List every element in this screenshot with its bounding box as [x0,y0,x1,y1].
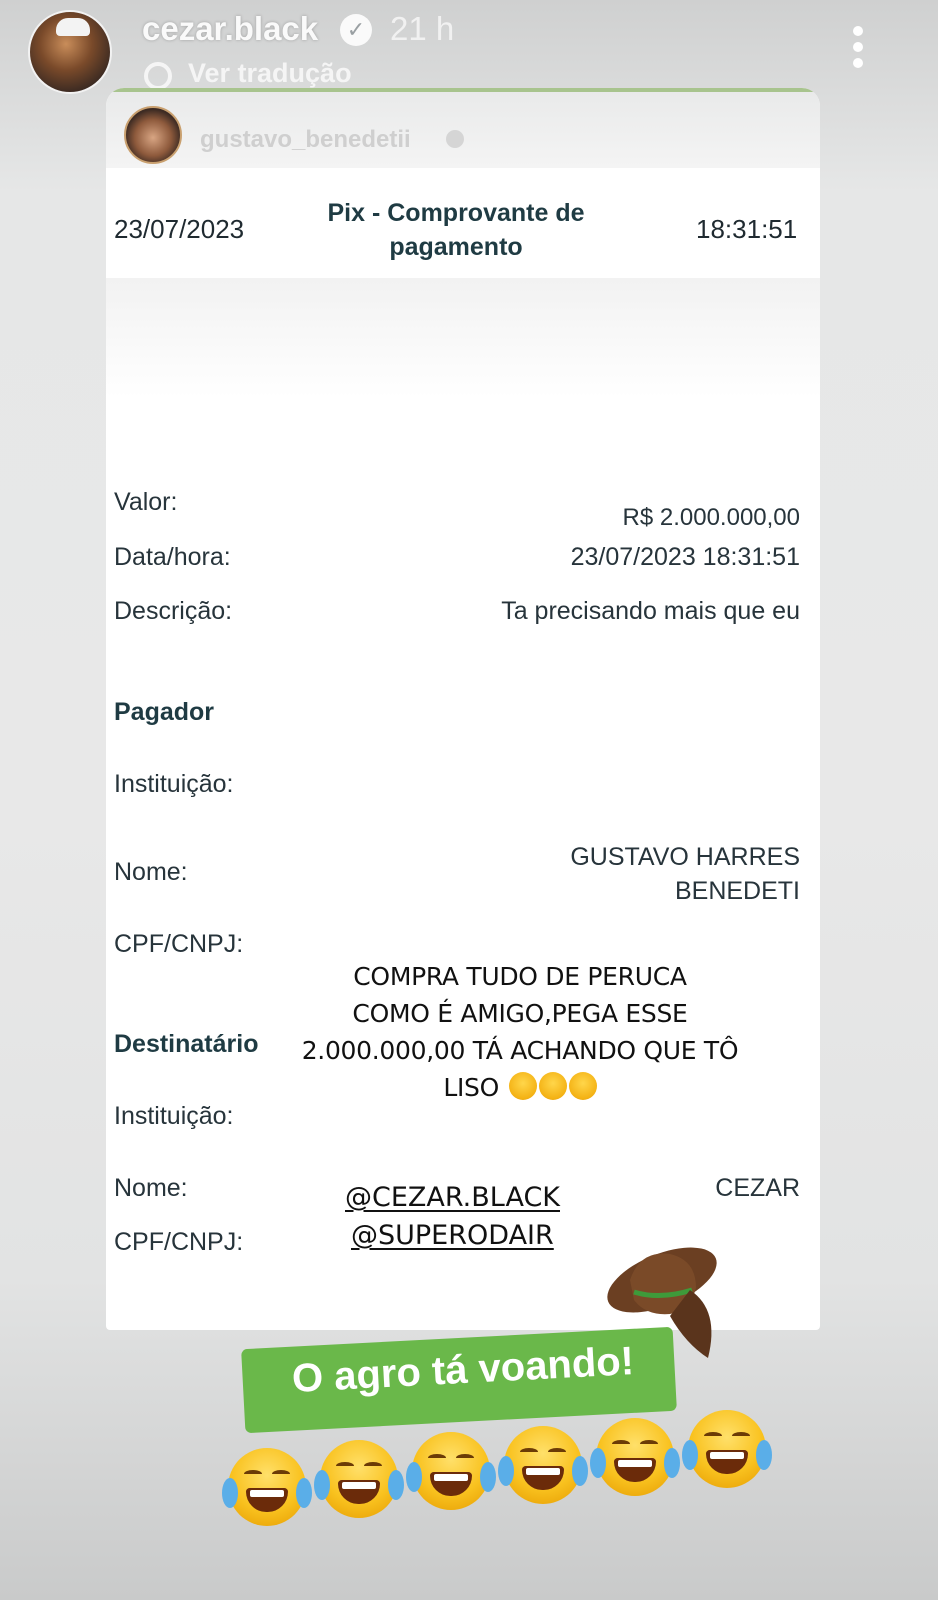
valor-value: R$ 2.000.000,00 [622,504,800,531]
translate-icon[interactable] [144,62,172,90]
caption-line4-wrap [290,1069,750,1106]
descricao-label: Descrição: [114,597,233,625]
laugh-emoji-icon [569,1072,597,1100]
caption-line3: 2.000.000,00 TÁ ACHANDO QUE TÔ [301,1036,739,1065]
caption-line4: LISO [443,1073,499,1102]
receipt-fade [106,278,820,398]
descricao-value: Ta precisando mais que eu [501,597,800,625]
story-username[interactable]: cezar.black [142,10,319,47]
pagador-nome-line1: GUSTAVO HARRES [570,843,800,871]
pagador-heading: Pagador [114,698,215,726]
translate-link[interactable]: Ver tradução [188,58,352,88]
face-with-tears-of-joy-icon [320,1440,398,1518]
laugh-emoji-icon [539,1072,567,1100]
repost-avatar[interactable] [124,106,182,164]
face-with-tears-of-joy-icon [504,1426,582,1504]
receipt-time: 18:31:51 [696,214,798,244]
datahora-label: Data/hora: [114,543,231,571]
laugh-emoji-icon [509,1072,537,1100]
mention-cezar-black[interactable]: @CEZAR.BLACK [345,1182,560,1213]
pix-receipt-card [106,88,820,1330]
pagador-instituicao-label: Instituição: [114,770,234,798]
verified-badge-icon: ✓ [340,14,372,46]
destinatario-heading: Destinatário [114,1030,259,1058]
pagador-nome-value [570,840,800,908]
sticker-text: O agro tá voando! [290,1339,636,1401]
caption-line2: COMO É AMIGO,PEGA ESSE [352,999,688,1028]
repost-verified-icon [446,130,464,148]
caption-line1: COMPRA TUDO DE PERUCA [353,962,687,991]
story-avatar[interactable] [28,10,112,94]
pagador-cpf-label: CPF/CNPJ: [114,930,244,958]
avatar-cap [56,18,90,36]
destinatario-nome-label: Nome: [114,1174,188,1202]
story-timestamp: 21 h [390,10,455,47]
receipt-title-line1: Pix - Comprovante de [327,199,585,227]
destinatario-instituicao-label: Instituição: [114,1102,234,1130]
receipt-title [306,196,606,264]
valor-label: Valor: [114,488,178,516]
destinatario-cpf-label: CPF/CNPJ: [114,1228,244,1256]
face-with-tears-of-joy-icon [228,1448,306,1526]
receipt-date: 23/07/2023 [114,214,245,244]
more-vertical-icon[interactable] [848,26,868,72]
repost-username[interactable]: gustavo_benedetii [200,126,411,153]
face-with-tears-of-joy-icon [688,1410,766,1488]
receipt-title-line2: pagamento [389,233,523,261]
face-with-tears-of-joy-icon [412,1432,490,1510]
story-caption [290,958,750,1106]
face-with-tears-of-joy-icon [596,1418,674,1496]
mention-superodair[interactable]: @SUPERODAIR [351,1220,554,1251]
datahora-value: 23/07/2023 18:31:51 [570,543,800,571]
pagador-nome-line2: BENEDETI [674,877,800,905]
destinatario-nome-value: CEZAR [715,1174,800,1202]
pagador-nome-label: Nome: [114,858,188,886]
